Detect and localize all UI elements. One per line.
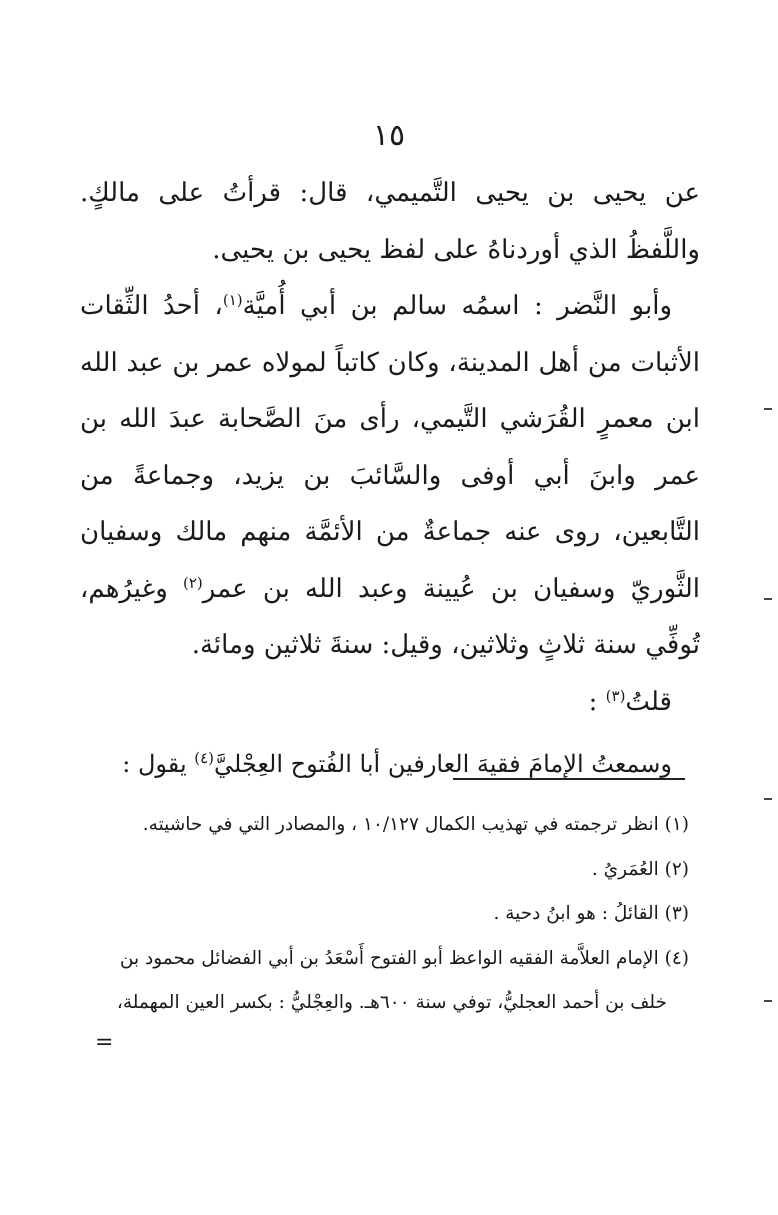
edge-tick-mark: [764, 798, 772, 800]
paragraph-yahya: عن يحيى بن يحيى التَّميمي، قال: قرأتُ على مالكٍ. واللَّفظُ الذي أوردناهُ على لفظ يحيى بن يحيى.: [80, 178, 700, 265]
edge-tick-mark: [764, 408, 772, 410]
qalat-line: [80, 674, 700, 731]
text-segment: وغيرُهم، تُوفِّي سنة ثلاثٍ وثلاثين، وقيل: سنةَ ثلاثين ومائة.: [80, 573, 700, 660]
footnotes: [95, 805, 689, 1058]
footnote-ref-2: (٢): [182, 573, 203, 592]
footnote-ref-4: (٤): [194, 749, 215, 767]
edge-tick-mark: [764, 1000, 772, 1002]
footnote-ref-3: (٣): [605, 686, 626, 705]
main-text: [80, 165, 700, 784]
footnote-1: (١) انظر ترجمته في تهذيب الكمال ١٠/١٢٧ ، والمصادر التي في حاشيته.: [142, 814, 689, 835]
footnote-4-continued: خلف بن أحمد العجليُّ، توفي سنة ٦٠٠هـ. والعِجْليُّ : بكسر العين المهملة،: [116, 992, 667, 1013]
footnote-ref-1: (١): [222, 291, 243, 309]
text-segment: ، أحدُ الثِّقات الأثبات من أهل المدينة، وكان كاتباً لمولاه عمر بن عبد الله ابن معمرٍ القُرَشي التَّيمي، رأى منَ الصَّحابة عبدَ الله بن عمر وابنَ أبي أوفى والسَّائبَ بن يزيد، وجماعةً من التَّابعين، روى عنه جماعةٌ من الأئمَّة منهم مالك وسفيان الثَّوريّ وسفيان بن عُيينة وعبد الله بن عمر: [80, 291, 700, 604]
text-segment: يقول :: [122, 750, 195, 778]
footnote-2: (٢) العُمَريُ .: [591, 858, 689, 880]
continuation-mark: =: [95, 1029, 114, 1055]
edge-tick-mark: [764, 598, 772, 600]
footnote-3: (٣) القائلُ : هو ابنُ دحية .: [493, 903, 689, 924]
qalat-word: قلتُ: [625, 686, 672, 717]
paragraph-abu-alnadr: [80, 278, 700, 674]
qalat-colon: :: [588, 686, 606, 717]
text-segment: وسمعتُ الإمامَ فقيهَ العارفين أبا الفُتوح العِجْليَّ: [214, 750, 672, 778]
footnote-4: (٤) الإمام العلاَّمة الفقيه الواعظ أبو الفتوح أَسْعَدُ بن أبي الفضائل محمود بن: [119, 947, 689, 969]
footnote-separator: [453, 778, 685, 780]
page-number: ١٥: [372, 118, 406, 153]
text-segment: وأبو النَّضر : اسمُه سالم بن أبي أُميَّة: [242, 291, 673, 321]
